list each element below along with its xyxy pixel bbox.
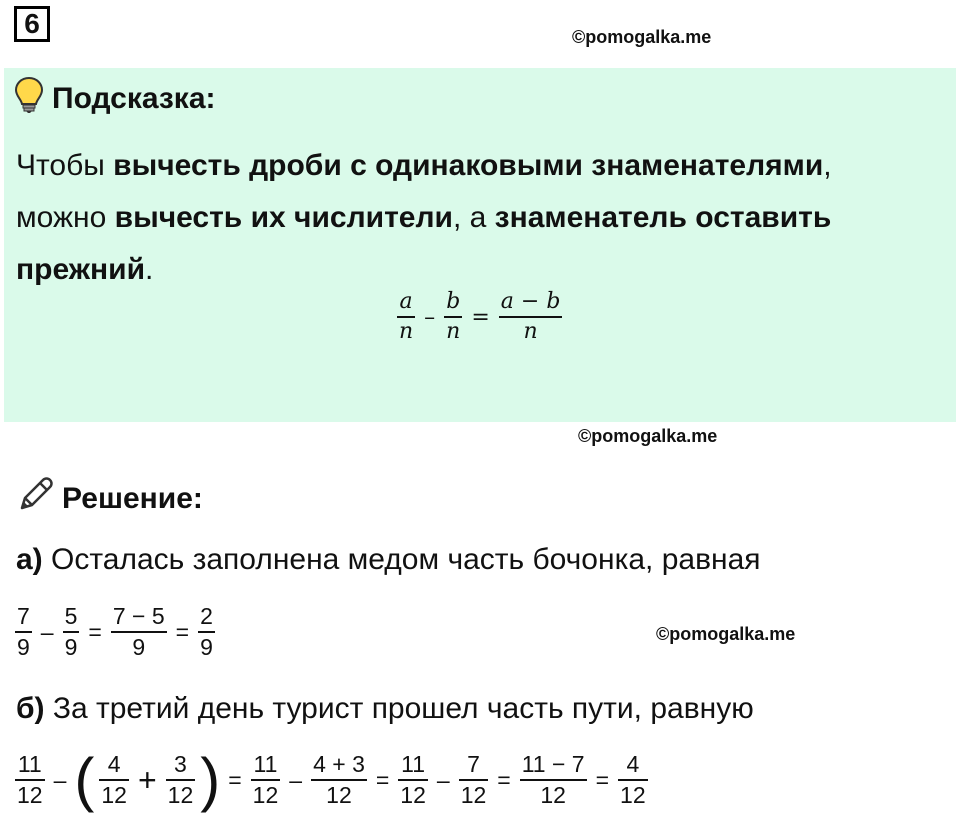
numerator: 7 − 5 [112,603,165,629]
fraction [15,604,32,661]
operator: – [289,766,303,793]
operator: – [53,766,67,793]
denominator: 12 [540,782,566,808]
fraction [63,604,80,661]
fraction [398,752,428,809]
numerator: 5 [64,603,78,629]
right-paren: ) [200,746,221,813]
denominator: 12 [167,782,194,808]
numerator: 3 [174,750,187,777]
denominator: n [523,319,538,345]
operator: – [424,304,436,330]
fraction [311,752,367,809]
fraction [618,752,648,809]
hint-text-bold: знаменатель оставить прежний [16,201,832,286]
fraction [198,604,215,661]
numerator: 4 [626,750,640,777]
hint-text-part: , можно [16,149,832,234]
solution-a-math [12,604,218,661]
numerator: a − b [500,289,561,314]
item-label: а) [16,543,43,576]
numerator: 2 [200,603,213,629]
operator: – [436,766,450,793]
watermark-top: ©pomogalka.me [572,27,712,47]
watermark-bottom: ©pomogalka.me [656,624,796,644]
hint-title-text: Подсказка: [52,82,216,115]
numerator: 7 [17,603,30,629]
numerator: 4 + 3 [313,750,365,777]
fraction [499,290,563,344]
solution-b-math [12,746,651,813]
solution-b-text [16,692,754,726]
operator: = [228,766,242,793]
denominator: 12 [400,782,426,808]
fraction [520,752,587,809]
fraction [251,752,281,809]
denominator: 9 [64,634,78,661]
solution-a-text [16,543,761,577]
numerator: 11 [17,750,42,777]
numerator: 4 [107,750,121,777]
item-text: Осталась заполнена медом часть бочонка, равная [42,543,761,576]
fraction [99,752,129,809]
item-text: За третий день турист прошел часть пути, равную [44,692,754,725]
hint-formula [394,290,565,344]
operator: = [471,304,490,330]
operator: + [137,761,157,798]
hint-text [16,140,916,296]
watermark-middle: ©pomogalka.me [578,426,718,446]
hint-text-part: Чтобы [16,149,114,182]
denominator: 12 [17,782,43,808]
fraction [397,290,415,344]
operator: = [88,618,102,645]
numerator: b [446,289,461,314]
lightbulb-icon [14,76,44,122]
denominator: 9 [132,634,146,661]
numerator: a [399,289,413,314]
operator: = [497,766,511,793]
fraction [444,290,462,344]
fraction [166,752,196,809]
denominator: 9 [200,634,213,661]
left-paren: ( [74,746,95,813]
numerator: 11 − 7 [521,750,585,777]
hint-text-bold: вычесть их числители [114,201,453,234]
fraction [459,752,489,809]
operator: = [595,766,610,793]
denominator: n [399,319,414,345]
fraction [15,752,45,809]
numerator: 11 [253,750,278,777]
operator: – [40,618,54,645]
denominator: 12 [460,782,487,808]
denominator: 12 [252,782,279,808]
pencil-icon [16,476,54,522]
operator: = [175,618,190,645]
denominator: 12 [620,782,646,808]
hint-title [14,76,216,122]
denominator: 12 [326,782,352,808]
denominator: 9 [17,634,30,661]
fraction [111,604,167,661]
hint-text-part: , а [452,201,495,234]
denominator: 12 [101,782,127,808]
numerator: 7 [467,750,480,777]
hint-text-part: . [145,253,154,286]
hint-text-bold: вычесть дроби с одинаковыми знаменателями [113,149,824,182]
problem-number: 6 [14,6,50,42]
numerator: 11 [401,750,426,777]
solution-title-text: Решение: [62,482,203,515]
denominator: n [446,319,461,345]
solution-title [16,476,203,522]
item-label: б) [16,692,45,725]
operator: = [375,766,390,793]
